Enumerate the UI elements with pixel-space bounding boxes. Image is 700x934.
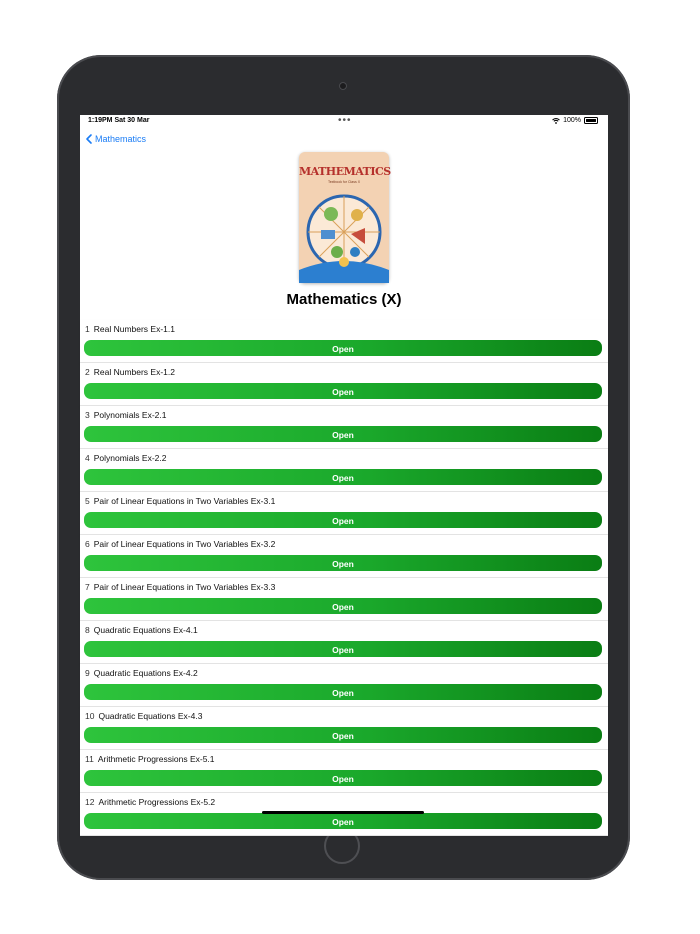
- back-label: Mathematics: [95, 134, 147, 144]
- exercise-label: 5 Pair of Linear Equations in Two Variables Ex-3.1: [85, 496, 276, 506]
- exercise-label: 1 Real Numbers Ex-1.1: [85, 324, 175, 334]
- home-indicator[interactable]: [262, 811, 424, 814]
- exercise-list: [80, 320, 608, 836]
- page-title: Mathematics (X): [286, 291, 402, 308]
- exercise-label: 7 Pair of Linear Equations in Two Variables Ex-3.3: [85, 582, 276, 592]
- open-button[interactable]: Open: [84, 641, 602, 657]
- exercise-row: [80, 363, 608, 406]
- battery-percent: 100%: [563, 117, 581, 124]
- exercise-label: 4 Polynomials Ex-2.2: [85, 453, 167, 463]
- exercise-label: 11 Arithmetic Progressions Ex-5.1: [85, 754, 215, 764]
- front-camera: [339, 82, 347, 90]
- open-button[interactable]: Open: [84, 512, 602, 528]
- open-button[interactable]: Open: [84, 383, 602, 399]
- exercise-row: [80, 707, 608, 750]
- exercise-label: 8 Quadratic Equations Ex-4.1: [85, 625, 198, 635]
- exercise-label: 2 Real Numbers Ex-1.2: [85, 367, 175, 377]
- status-time: 1:19PM Sat 30 Mar: [88, 117, 150, 124]
- cover-subtitle: Textbook for Class X: [327, 180, 361, 184]
- open-button[interactable]: Open: [84, 813, 602, 829]
- back-button[interactable]: [86, 134, 146, 144]
- open-button[interactable]: Open: [84, 598, 602, 614]
- exercise-label: 3 Polynomials Ex-2.1: [85, 410, 167, 420]
- exercise-row: [80, 535, 608, 578]
- status-bar: [80, 115, 608, 129]
- exercise-label: 6 Pair of Linear Equations in Two Variables Ex-3.2: [85, 539, 276, 549]
- open-button[interactable]: Open: [84, 684, 602, 700]
- exercise-row: [80, 793, 608, 836]
- exercise-label: 12 Arithmetic Progressions Ex-5.2: [85, 797, 216, 807]
- cover-illustration: [299, 152, 389, 283]
- chevron-left-icon: [86, 134, 92, 144]
- exercise-row: [80, 449, 608, 492]
- cover-title: MATHEMATICS: [299, 165, 391, 178]
- open-button[interactable]: Open: [84, 469, 602, 485]
- open-button[interactable]: Open: [84, 426, 602, 442]
- exercise-label: 9 Quadratic Equations Ex-4.2: [85, 668, 198, 678]
- open-button[interactable]: Open: [84, 727, 602, 743]
- exercise-row: [80, 492, 608, 535]
- wifi-icon: [552, 118, 560, 124]
- open-button[interactable]: Open: [84, 770, 602, 786]
- book-cover: [299, 152, 389, 283]
- open-button[interactable]: Open: [84, 555, 602, 571]
- exercise-row: [80, 621, 608, 664]
- exercise-row: [80, 664, 608, 707]
- battery-icon: [584, 117, 598, 124]
- exercise-row: [80, 406, 608, 449]
- app-screen: [80, 115, 608, 827]
- open-button[interactable]: Open: [84, 340, 602, 356]
- exercise-row: [80, 320, 608, 363]
- exercise-row: [80, 578, 608, 621]
- multitasking-dots[interactable]: •••: [338, 115, 352, 126]
- exercise-row: [80, 750, 608, 793]
- exercise-label: 10 Quadratic Equations Ex-4.3: [85, 711, 203, 721]
- status-right: [552, 117, 598, 124]
